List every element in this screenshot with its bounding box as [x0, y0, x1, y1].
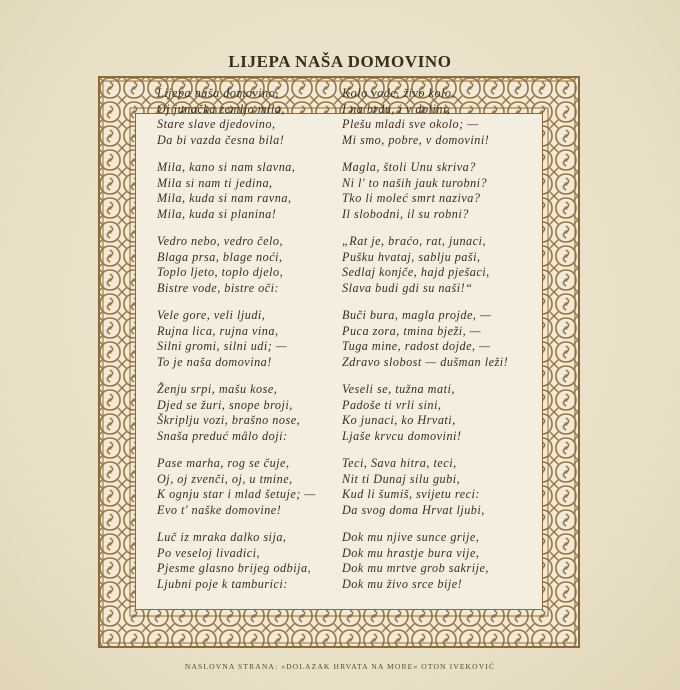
verse-line: Ljaše krvcu domovini! — [342, 428, 462, 443]
verse-line: K ognju star i mlad šetuje; — — [157, 487, 316, 502]
verse-line: Snaša preduć mâlo doji: — [157, 428, 288, 443]
verse-line: Dok mu hrastje bura vije, — [342, 545, 480, 560]
verse-line: Vele gore, veli ljudi, — [157, 308, 266, 322]
verse-line: Slava budi gdi su naši!“ — [342, 280, 473, 295]
verse-line: Nit ti Dunaj silu gubi, — [342, 471, 461, 486]
right-column — [342, 86, 508, 604]
verse-line: Pase marha, rog se čuje, — [157, 456, 290, 470]
verse-line: Zdravo slobost — dušman leži! — [342, 354, 509, 369]
verse-line: Ko junaci, ko Hrvati, — [342, 413, 456, 428]
verse-line: Puca zora, tmina bježi, — — [342, 323, 482, 338]
verse-line: Oj, oj zvenči, oj, u tmine, — [157, 471, 293, 486]
verse-line: Da bi vazda česna bila! — [157, 132, 285, 147]
stanza — [157, 530, 316, 600]
stanza — [342, 530, 508, 600]
stanza — [342, 456, 508, 526]
verse-line: Evo t' naške domovine! — [157, 502, 282, 517]
verse-line: Oj junačka zemljo mila, — [157, 101, 285, 116]
verse-line: Dok mu mrtve grob sakrije, — [342, 561, 489, 576]
verse-line: Plešu mladi sve okolo; — — [342, 117, 479, 132]
stanza — [157, 160, 316, 230]
verse-line: Blaga prsa, blage noći, — [157, 249, 283, 264]
verse-line: Silni gromi, silni udi; — — [157, 339, 288, 354]
verse-line: Pjesme glasno brijeg odbija, — [157, 561, 312, 576]
verse-line: Il slobodni, il su robni? — [342, 206, 469, 221]
verse-line: Ni l' to naših jauk turobni? — [342, 175, 488, 190]
page-title: LIJEPA NAŠA DOMOVINO — [228, 52, 452, 71]
stanza — [157, 382, 316, 452]
stanza — [342, 308, 508, 378]
verse-line: Tko li moleć smrt naziva? — [342, 191, 481, 206]
verse-line: Teci, Sava hitra, teci, — [342, 456, 457, 470]
verse-line: Ljubni poje k tamburici: — [157, 576, 288, 591]
verse-line: Dok mu njive sunce grije, — [342, 530, 480, 544]
verse-line: Djed se žuri, snope broji, — [157, 397, 293, 412]
verse-line: Veseli se, tužna mati, — [342, 382, 455, 396]
verse-line: Dok mu živo srce bije! — [342, 576, 463, 591]
left-column — [157, 86, 316, 604]
verse-line: Padoše ti vrli sini, — [342, 397, 442, 412]
stanza — [157, 456, 316, 526]
stanza — [342, 234, 508, 304]
verse-line: Pušku hvataj, sablju paši, — [342, 249, 481, 264]
verse-line: Luč iz mraka dalko sija, — [157, 530, 287, 544]
verse-line: To je naša domovina! — [157, 354, 272, 369]
stanza — [342, 382, 508, 452]
stanza — [157, 234, 316, 304]
verse-line: Magla, štoli Unu skriva? — [342, 160, 476, 174]
cover-art-caption: NASLOVNA STRANA: »DOLAZAK HRVATA NA MORE« OTON IVEKOVIĆ — [184, 662, 496, 671]
verse-line: Ženju srpi, mašu kose, — [157, 382, 278, 396]
verse-line: Vedro nebo, vedro čelo, — [157, 234, 283, 248]
stanza — [342, 160, 508, 230]
stanza — [157, 308, 316, 378]
verse-line: Tuga mine, radost dojde, — — [342, 339, 491, 354]
verse-line: I na brdu, i v dolini, — [342, 101, 451, 116]
verse-line: Da svog doma Hrvat ljubi, — [342, 502, 485, 517]
verse-line: Škriplju vozi, brašno nose, — [157, 413, 301, 428]
verse-line: Mila, kuda si nam ravna, — [157, 191, 292, 206]
verse-line: Mi smo, pobre, v domovini! — [342, 132, 490, 147]
verse-line: Mila, kuda si planina! — [157, 206, 277, 221]
verse-line: Mila, kano si nam slavna, — [157, 160, 296, 174]
verse-line: Kud li šumiš, svijetu reci: — [342, 487, 480, 502]
verse-line: Po veseloj livadici, — [157, 545, 261, 560]
stanza — [157, 86, 316, 156]
verse-line: Toplo ljeto, toplo djelo, — [157, 265, 284, 280]
verse-line: „Rat je, braćo, rat, junaci, — [342, 234, 486, 248]
verse-line: Rujna lica, rujna vina, — [157, 323, 279, 338]
verse-line: Sedlaj konjče, hajd pješaci, — [342, 265, 490, 280]
verse-line: Stare slave djedovino, — [157, 117, 276, 132]
verse-line: Buči bura, magla projde, — — [342, 308, 492, 322]
verse-line: Mila si nam ti jedina, — [157, 175, 273, 190]
verse-line: Bistre vode, bistre oči: — [157, 280, 280, 295]
verse-line: Kolo vode, živo kolo, — [342, 86, 456, 100]
stanza — [342, 86, 508, 156]
verse-line: Lijepa naša domovino, — [157, 86, 279, 100]
